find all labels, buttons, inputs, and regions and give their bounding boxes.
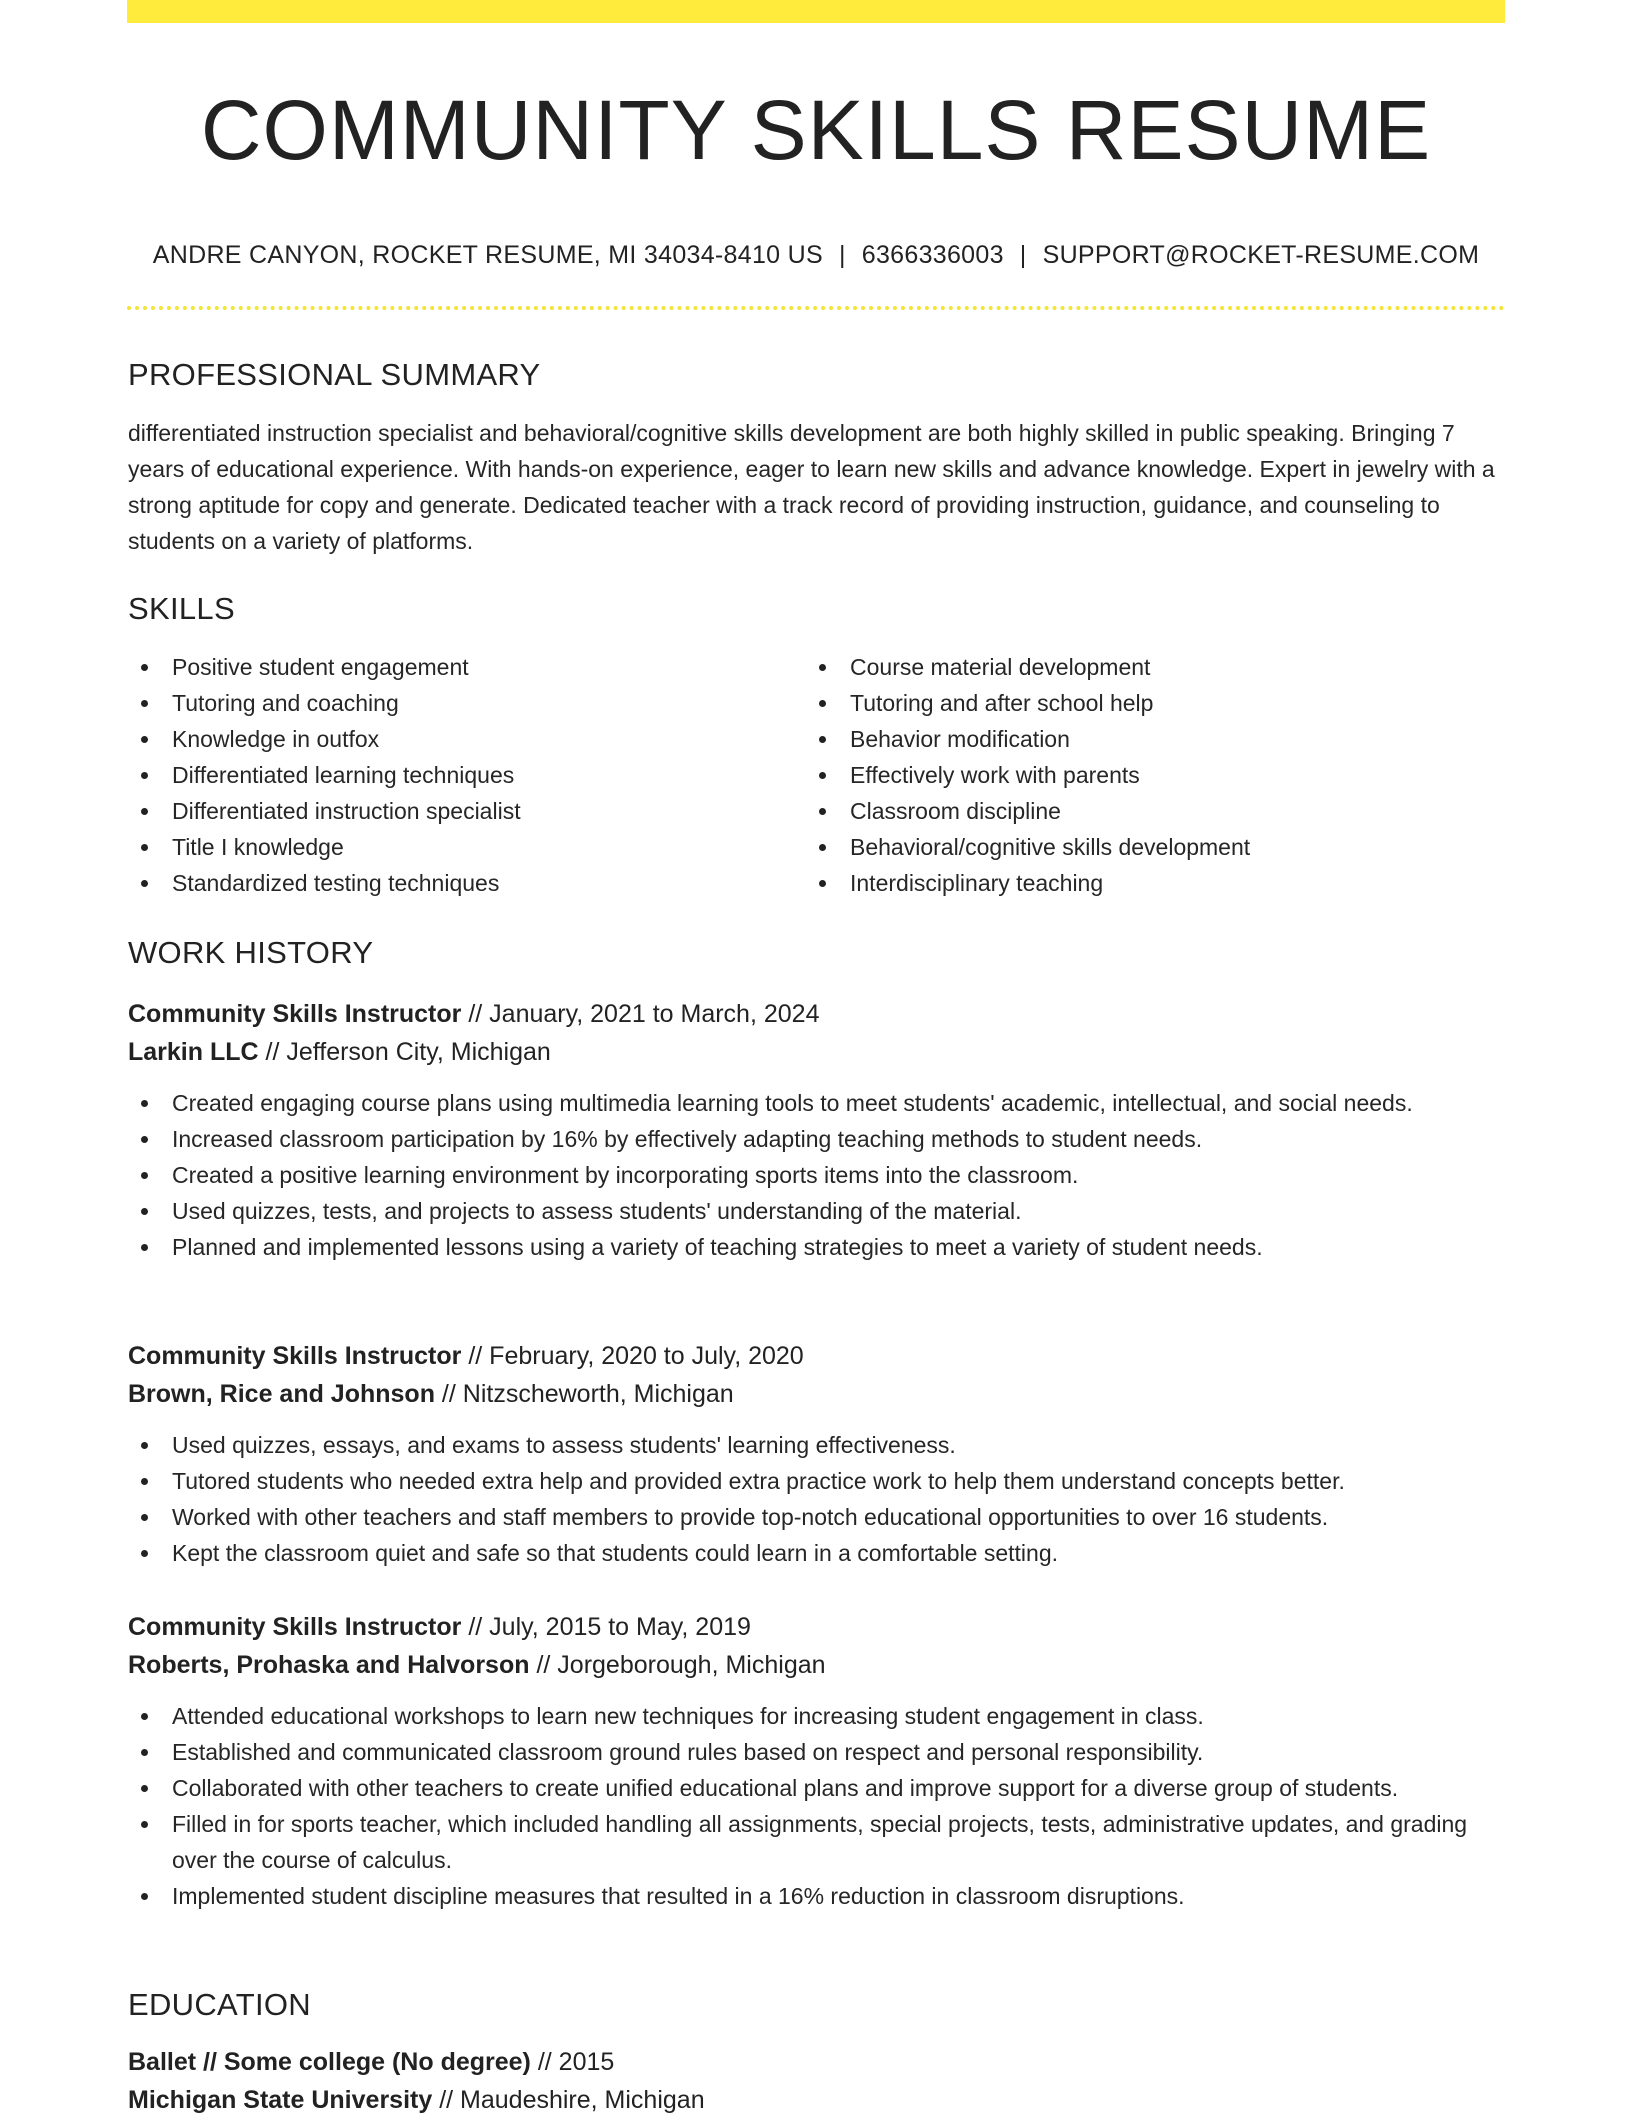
job-dates: // January, 2021 to March, 2024 <box>461 1000 820 1028</box>
job-entry <box>128 1608 1506 1914</box>
job-bullet: Established and communicated classroom ground rules based on respect and personal responsibility. <box>128 1734 1506 1770</box>
education-heading: EDUCATION <box>128 1987 311 2022</box>
job-bullet: Increased classroom participation by 16% by effectively adapting teaching methods to student needs. <box>128 1121 1506 1157</box>
job-bullet: Implemented student discipline measures that resulted in a 16% reduction in classroom disruptions. <box>128 1878 1506 1914</box>
job-title: Community Skills Instructor <box>128 1613 462 1641</box>
job-bullet: Created engaging course plans using multimedia learning tools to meet students' academic, intellectual, and social needs. <box>128 1085 1506 1121</box>
job-title: Community Skills Instructor <box>128 1342 462 1370</box>
summary-text: differentiated instruction specialist and behavioral/cognitive skills development are both highly skilled in public speaking. Bringing 7 years of educational experience. With hands-on experience, eager to learn new skills and advance knowledge. Expert in jewelry with a strong aptitude for copy and generate. Dedicated teacher with a track record of providing instruction, guidance, and counseling to students on a variety of platforms. <box>128 420 1495 554</box>
job-location: // Jorgeborough, Michigan <box>529 1651 826 1679</box>
job-bullet: Tutored students who needed extra help and provided extra practice work to help them understand concepts better. <box>128 1463 1506 1499</box>
contact-line <box>0 238 1632 272</box>
top-accent-bar <box>127 0 1505 23</box>
job-bullets <box>128 1698 1506 1914</box>
skill-item: Effectively work with parents <box>806 757 1484 793</box>
contact-address: ANDRE CANYON, ROCKET RESUME, MI 34034-8410 US <box>152 241 823 269</box>
job-title: Community Skills Instructor <box>128 1000 462 1028</box>
job-location: // Nitzscheworth, Michigan <box>434 1380 734 1408</box>
job-company: Roberts, Prohaska and Halvorson <box>128 1651 530 1679</box>
job-entry <box>128 995 1506 1265</box>
job-title-line <box>128 1337 1506 1375</box>
contact-separator: | <box>1019 241 1027 269</box>
education-school: Michigan State University <box>128 2086 433 2114</box>
job-company-line <box>128 1646 1506 1684</box>
skills-list-right <box>806 649 1484 901</box>
job-bullet: Planned and implemented lessons using a variety of teaching strategies to meet a variety of student needs. <box>128 1229 1506 1265</box>
skill-item: Differentiated instruction specialist <box>128 793 806 829</box>
contact-separator: | <box>838 241 846 269</box>
header-divider <box>127 306 1505 310</box>
contact-email: SUPPORT@ROCKET-RESUME.COM <box>1042 241 1480 269</box>
summary-section <box>128 355 1506 559</box>
job-company: Larkin LLC <box>128 1038 259 1066</box>
skill-item: Standardized testing techniques <box>128 865 806 901</box>
skill-item: Title I knowledge <box>128 829 806 865</box>
skill-item: Knowledge in outfox <box>128 721 806 757</box>
contact-phone: 6366336003 <box>861 241 1004 269</box>
job-bullet: Used quizzes, essays, and exams to assess students' learning effectiveness. <box>128 1427 1506 1463</box>
skills-section <box>128 589 1506 901</box>
education-year: // 2015 <box>530 2048 615 2076</box>
skill-item: Classroom discipline <box>806 793 1484 829</box>
job-company-line <box>128 1033 1506 1071</box>
skill-item: Interdisciplinary teaching <box>806 865 1484 901</box>
job-dates: // February, 2020 to July, 2020 <box>461 1342 804 1370</box>
job-title-line <box>128 1608 1506 1646</box>
job-title-line <box>128 995 1506 1033</box>
education-school-line <box>128 2081 1506 2119</box>
skill-item: Differentiated learning techniques <box>128 757 806 793</box>
job-bullet: Created a positive learning environment by incorporating sports items into the classroom. <box>128 1157 1506 1193</box>
skill-item: Course material development <box>806 649 1484 685</box>
skills-list-left <box>128 649 806 901</box>
job-dates: // July, 2015 to May, 2019 <box>461 1613 751 1641</box>
education-section <box>128 1985 1506 2119</box>
job-bullets <box>128 1085 1506 1265</box>
skill-item: Tutoring and after school help <box>806 685 1484 721</box>
resume-title: COMMUNITY SKILLS RESUME <box>200 83 1432 177</box>
job-entry <box>128 1337 1506 1571</box>
job-company-line <box>128 1375 1506 1413</box>
job-bullet: Worked with other teachers and staff members to provide top-notch educational opportunities to over 16 students. <box>128 1499 1506 1535</box>
education-degree: Ballet // Some college (No degree) <box>128 2048 531 2076</box>
work-history-heading: WORK HISTORY <box>128 935 374 970</box>
job-bullets <box>128 1427 1506 1571</box>
skill-item: Behavioral/cognitive skills development <box>806 829 1484 865</box>
job-location: // Jefferson City, Michigan <box>258 1038 551 1066</box>
skills-columns <box>128 649 1506 901</box>
job-bullet: Collaborated with other teachers to create unified educational plans and improve support for a diverse group of students. <box>128 1770 1506 1806</box>
skill-item: Behavior modification <box>806 721 1484 757</box>
job-bullet: Filled in for sports teacher, which included handling all assignments, special projects, tests, administrative updates, and grading over the course of calculus. <box>128 1806 1506 1878</box>
summary-heading: PROFESSIONAL SUMMARY <box>128 357 541 392</box>
skill-item: Positive student engagement <box>128 649 806 685</box>
job-bullet: Attended educational workshops to learn new techniques for increasing student engagement in class. <box>128 1698 1506 1734</box>
skills-heading: SKILLS <box>128 591 235 626</box>
education-degree-line <box>128 2043 1506 2081</box>
education-location: // Maudeshire, Michigan <box>432 2086 705 2114</box>
work-history-section <box>128 933 1506 973</box>
job-bullet: Kept the classroom quiet and safe so that students could learn in a comfortable setting. <box>128 1535 1506 1571</box>
job-bullet: Used quizzes, tests, and projects to assess students' understanding of the material. <box>128 1193 1506 1229</box>
skill-item: Tutoring and coaching <box>128 685 806 721</box>
job-company: Brown, Rice and Johnson <box>128 1380 435 1408</box>
